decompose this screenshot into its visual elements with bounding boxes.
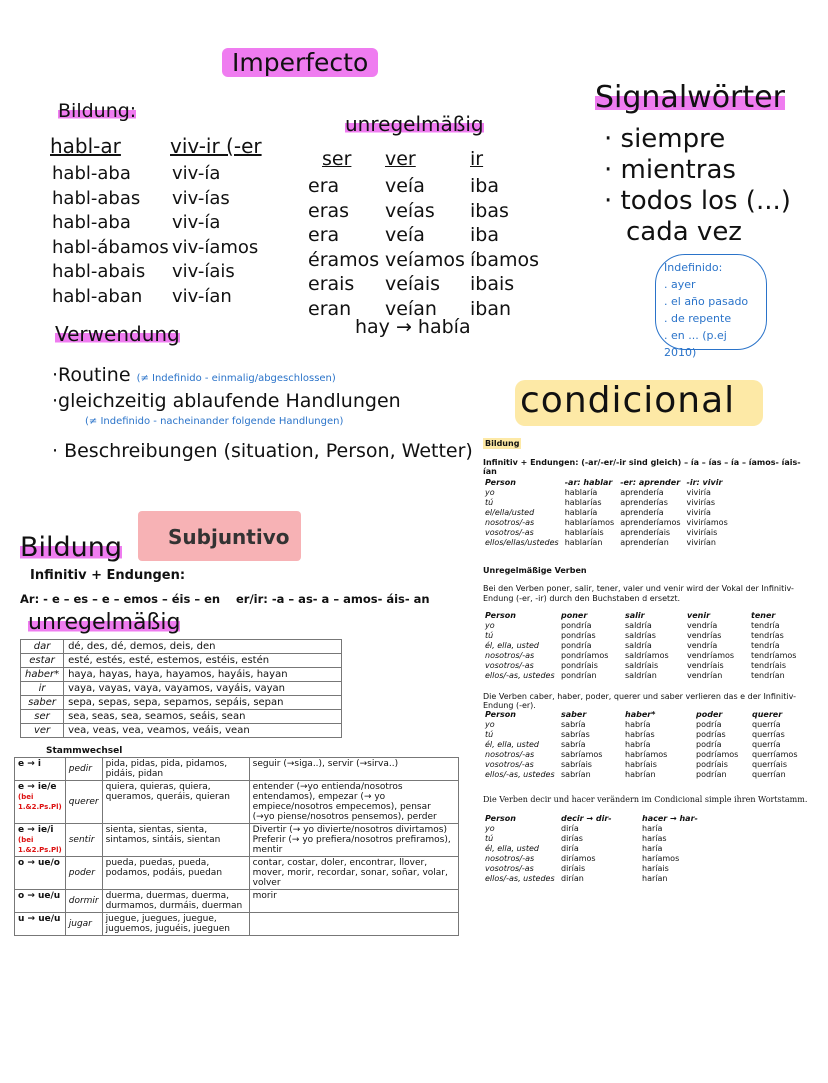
cell: vendrías bbox=[687, 631, 722, 640]
table-row bbox=[15, 781, 459, 824]
table-row bbox=[15, 890, 459, 913]
table-header: Person bbox=[485, 611, 516, 620]
cell: dar bbox=[21, 640, 64, 654]
ar-form: habl-abais bbox=[52, 261, 146, 282]
cond-text1: Bei den Verben poner, salir, tener, valer und venir wird der Vokal der Infinitiv-Endung (-er, -ir) durch den Buchstaben d ersetzt. bbox=[483, 584, 794, 603]
ir-form: viv-ían bbox=[172, 285, 232, 307]
cell: viviría bbox=[686, 488, 711, 497]
cell: vivirías bbox=[686, 498, 716, 507]
ver-form: veían bbox=[385, 297, 437, 320]
table-row bbox=[21, 696, 342, 710]
ir-irreg-form: iba bbox=[470, 224, 499, 246]
ser-form: erais bbox=[308, 273, 355, 295]
cell: haya, hayas, haya, hayamos, hayáis, hayan bbox=[64, 668, 342, 682]
cell: sabríais bbox=[561, 760, 592, 769]
cell: haríamos bbox=[642, 854, 680, 863]
table-header: Person bbox=[485, 814, 516, 823]
cell: estar bbox=[21, 654, 64, 668]
use-main: ·Routine bbox=[52, 364, 131, 386]
cell: tendríais bbox=[751, 661, 787, 670]
cell: nosotros/-as bbox=[485, 518, 535, 527]
cell: tú bbox=[485, 631, 494, 640]
cell bbox=[15, 824, 66, 857]
cond-table-stem bbox=[482, 814, 701, 884]
cell: diríais bbox=[561, 864, 586, 873]
table-row bbox=[482, 750, 801, 760]
cell: saldríamos bbox=[625, 651, 669, 660]
ver-form: veías bbox=[385, 199, 435, 222]
ar-form: habl-aba bbox=[52, 212, 131, 233]
cell: juegue, juegues, juegue, juguemos, juguéis, jueguen bbox=[102, 913, 249, 936]
cell: querrías bbox=[752, 730, 785, 739]
cond-table-regular bbox=[482, 478, 731, 548]
cell: seguir (→siga..), servir (→sirva..) bbox=[249, 758, 458, 781]
cell: él, ella, usted bbox=[485, 844, 539, 853]
cell: vosotros/-as bbox=[485, 760, 534, 769]
cell: vendrían bbox=[687, 671, 723, 680]
cell: sabrían bbox=[561, 770, 591, 779]
table-row bbox=[482, 641, 799, 651]
ar-form: habl-aban bbox=[52, 285, 143, 307]
ir-forms bbox=[172, 162, 258, 309]
table-header: Person bbox=[485, 710, 516, 719]
cell: pondría bbox=[561, 641, 592, 650]
cell: tú bbox=[485, 498, 494, 507]
cell: pondrías bbox=[561, 631, 596, 640]
cell: jugar bbox=[65, 913, 102, 936]
subj-unregel-label: unregelmäßig bbox=[28, 610, 181, 635]
cell: viviría bbox=[686, 508, 711, 517]
cell: aprenderíais bbox=[620, 528, 671, 537]
cell: podrían bbox=[696, 770, 727, 779]
change-label: o → ue/o bbox=[18, 858, 60, 868]
cell: ser bbox=[21, 710, 64, 724]
ser-header: ser bbox=[322, 148, 352, 170]
ir-form: viv-íamos bbox=[172, 236, 259, 258]
cell: sabría bbox=[561, 720, 586, 729]
cell: sienta, sientas, sienta, sintamos, sintáis, sientan bbox=[102, 824, 249, 857]
cell: podríais bbox=[696, 760, 728, 769]
cell: aprendería bbox=[620, 488, 664, 497]
cell: diríamos bbox=[561, 854, 596, 863]
cell: él, ella, usted bbox=[485, 641, 539, 650]
table-row bbox=[482, 864, 701, 874]
table-row bbox=[482, 611, 799, 621]
table-header: -er: aprender bbox=[620, 478, 681, 487]
cell: hablarías bbox=[564, 498, 602, 507]
cell: tendríamos bbox=[751, 651, 797, 660]
cell: haríais bbox=[642, 864, 669, 873]
cell: él, ella, usted bbox=[485, 740, 539, 749]
indef-item: . ayer bbox=[664, 278, 696, 291]
ir-irreg-forms bbox=[470, 174, 539, 321]
cell: dirías bbox=[561, 834, 583, 843]
cell: pedir bbox=[65, 758, 102, 781]
use-routine bbox=[52, 364, 336, 386]
cell: vosotros/-as bbox=[485, 864, 534, 873]
cell: contar, costar, doler, encontrar, llover, mover, morir, recordar, sonar, soñar, volar, volver bbox=[249, 857, 458, 890]
ir-form: viv-ías bbox=[172, 187, 230, 209]
cell: yo bbox=[485, 488, 495, 497]
cell: vendríamos bbox=[687, 651, 735, 660]
ir-header: viv-ir (-er bbox=[170, 134, 262, 158]
cell: sea, seas, sea, seamos, seáis, sean bbox=[64, 710, 342, 724]
stamm-table bbox=[14, 757, 459, 936]
ir-irreg-form: ibas bbox=[470, 199, 509, 222]
cell: vosotros/-as bbox=[485, 528, 534, 537]
subj-endungen-label: Infinitiv + Endungen: bbox=[30, 568, 186, 583]
cell: pondríamos bbox=[561, 651, 609, 660]
cond-endungen: Infinitiv + Endungen: (-ar/-er/-ir sind gleich) – ía – ías – ía – íamos- íais- ían bbox=[483, 458, 801, 476]
cell: habríais bbox=[625, 760, 657, 769]
table-header: hacer → har- bbox=[642, 814, 698, 823]
cell: querer bbox=[65, 781, 102, 824]
cell: pondría bbox=[561, 621, 592, 630]
cell: el/ella/usted bbox=[485, 508, 535, 517]
ir-form: viv-ía bbox=[172, 163, 221, 184]
cell: sentir bbox=[65, 824, 102, 857]
cell: morir bbox=[249, 890, 458, 913]
cell: podría bbox=[696, 740, 722, 749]
stamm-title: Stammwechsel bbox=[46, 746, 123, 756]
cell: sepa, sepas, sepa, sepamos, sepáis, sepan bbox=[64, 696, 342, 710]
table-header: poder bbox=[696, 710, 723, 719]
table-row bbox=[482, 814, 701, 824]
cell: pondríais bbox=[561, 661, 598, 670]
cell: tendrían bbox=[751, 671, 785, 680]
ar-form: habl-ábamos bbox=[52, 236, 169, 258]
cell: vivirían bbox=[686, 538, 716, 547]
ver-forms bbox=[385, 174, 465, 321]
cell: dé, des, dé, demos, deis, den bbox=[64, 640, 342, 654]
cell: querrían bbox=[752, 770, 786, 779]
cell: habrían bbox=[625, 770, 656, 779]
ir-irreg-form: iban bbox=[470, 297, 512, 320]
cell: quiera, quieras, quiera, queramos, queráis, quieran bbox=[102, 781, 249, 824]
ver-form: veíamos bbox=[385, 248, 465, 271]
cond-text3: Die Verben decir und hacer verändern im Condicional simple ihren Wortstamm. bbox=[483, 795, 808, 804]
table-row bbox=[15, 857, 459, 890]
table-row bbox=[21, 710, 342, 724]
cell: dirían bbox=[561, 874, 584, 883]
ar-forms bbox=[52, 162, 169, 309]
hay-habia: hay → había bbox=[355, 316, 471, 338]
ver-header: ver bbox=[385, 148, 416, 170]
table-row bbox=[482, 824, 701, 834]
table-row bbox=[482, 488, 731, 498]
cell: nosotros/-as bbox=[485, 651, 535, 660]
table-row bbox=[21, 682, 342, 696]
table-row bbox=[482, 518, 731, 528]
table-row bbox=[482, 844, 701, 854]
subj-ar-line: Ar: - e – es – e – emos – éis – en bbox=[20, 592, 221, 606]
cell: sabría bbox=[561, 740, 586, 749]
table-header: -ir: vivir bbox=[686, 478, 723, 487]
cell bbox=[249, 913, 458, 936]
table-row bbox=[482, 730, 801, 740]
cond-table-d bbox=[482, 611, 799, 681]
indef-title: Indefinido: bbox=[664, 261, 723, 274]
change-label: e → ie/e bbox=[18, 782, 57, 792]
cell: vendría bbox=[687, 641, 718, 650]
change-note: (bei 1.&2.Ps.Pl) bbox=[18, 793, 62, 811]
table-row bbox=[482, 528, 731, 538]
signal-item: · mientras bbox=[604, 155, 736, 185]
cell: duerma, duermas, duerma, durmamos, durmáis, duerman bbox=[102, 890, 249, 913]
cell: tú bbox=[485, 834, 494, 843]
bildung-label: Bildung: bbox=[58, 100, 137, 122]
change-label: o → ue/u bbox=[18, 891, 61, 901]
table-header: haber* bbox=[625, 710, 656, 719]
cell: vosotros/-as bbox=[485, 661, 534, 670]
change-label: u → ue/u bbox=[18, 914, 61, 924]
cell: saldríais bbox=[625, 661, 659, 670]
ser-form: era bbox=[308, 224, 340, 246]
cell: yo bbox=[485, 621, 495, 630]
signal-list bbox=[604, 124, 791, 248]
cond-text2: Die Verben caber, haber, poder, querer und saber verlieren das e der Infinitiv-Endung (-er). bbox=[483, 692, 796, 710]
subj-bildung: Bildung bbox=[20, 532, 123, 563]
cell: pondrían bbox=[561, 671, 597, 680]
signal-title: Signalwörter bbox=[595, 80, 785, 115]
table-header: venir bbox=[687, 611, 711, 620]
subj-title: Subjuntivo bbox=[168, 525, 290, 549]
signal-item: · siempre bbox=[604, 124, 726, 154]
table-header: decir → dir- bbox=[561, 814, 612, 823]
cell: hablaríais bbox=[564, 528, 604, 537]
cell: ellos/-as, ustedes bbox=[485, 874, 555, 883]
imperfecto-unregel-label: unregelmäßig bbox=[345, 112, 484, 136]
table-row bbox=[482, 854, 701, 864]
ser-form: era bbox=[308, 175, 340, 197]
table-row bbox=[482, 621, 799, 631]
use-note-gleichzeitig: (≠ Indefinido - nacheinander folgende Handlungen) bbox=[85, 416, 344, 427]
indef-item: . en ... (p.ej 2010) bbox=[664, 329, 727, 359]
cell: harías bbox=[642, 834, 667, 843]
table-row bbox=[482, 498, 731, 508]
cell: diría bbox=[561, 844, 579, 853]
ar-header: habl-ar bbox=[50, 134, 121, 158]
cell: ellos/ellas/ustedes bbox=[485, 538, 559, 547]
table-header: saber bbox=[561, 710, 587, 719]
cell: habría bbox=[625, 720, 651, 729]
cell: haría bbox=[642, 824, 663, 833]
ver-form: veía bbox=[385, 224, 425, 246]
cell: vea, veas, vea, veamos, veáis, vean bbox=[64, 724, 342, 738]
change-label: e → i bbox=[18, 759, 41, 769]
change-note: (bei 1.&2.Ps.Pl) bbox=[18, 836, 62, 854]
table-row bbox=[482, 834, 701, 844]
table-row bbox=[482, 671, 799, 681]
cell: aprenderíamos bbox=[620, 518, 681, 527]
cell: saber bbox=[21, 696, 64, 710]
cell: tendrías bbox=[751, 631, 784, 640]
table-row bbox=[21, 654, 342, 668]
cell: saldrían bbox=[625, 671, 657, 680]
cell bbox=[15, 758, 66, 781]
cell: querríamos bbox=[752, 750, 798, 759]
table-row bbox=[15, 913, 459, 936]
condicional-title: condicional bbox=[520, 380, 736, 421]
cell: yo bbox=[485, 720, 495, 729]
cell: podrías bbox=[696, 730, 726, 739]
ser-form: eran bbox=[308, 297, 352, 320]
table-row bbox=[482, 651, 799, 661]
cell: vaya, vayas, vaya, vayamos, vayáis, vayan bbox=[64, 682, 342, 696]
cell: poder bbox=[65, 857, 102, 890]
cell: habríamos bbox=[625, 750, 668, 759]
cell: saldría bbox=[625, 621, 652, 630]
cell: hablarían bbox=[564, 538, 603, 547]
cell: nosotros/-as bbox=[485, 854, 535, 863]
table-row bbox=[21, 724, 342, 738]
cell: vendríais bbox=[687, 661, 724, 670]
ser-forms bbox=[308, 174, 379, 321]
table-row bbox=[482, 508, 731, 518]
cond-unregel-title: Unregelmäßige Verben bbox=[483, 566, 587, 575]
table-row bbox=[482, 770, 801, 780]
ar-form: habl-aba bbox=[52, 163, 131, 184]
signal-item: · todos los (...) bbox=[604, 186, 791, 216]
cell: ir bbox=[21, 682, 64, 696]
table-row bbox=[482, 661, 799, 671]
use-note: (≠ Indefinido - einmalig/abgeschlossen) bbox=[136, 373, 336, 384]
cell: nosotros/-as bbox=[485, 750, 535, 759]
cell: pueda, puedas, pueda, podamos, podáis, puedan bbox=[102, 857, 249, 890]
cell: ellos/-as, ustedes bbox=[485, 770, 555, 779]
cell: aprenderían bbox=[620, 538, 669, 547]
table-row bbox=[482, 720, 801, 730]
table-row bbox=[482, 740, 801, 750]
cell: tú bbox=[485, 730, 494, 739]
cell: haber* bbox=[21, 668, 64, 682]
table-row bbox=[482, 710, 801, 720]
ver-form: veíais bbox=[385, 273, 441, 295]
ir-irreg-header: ir bbox=[470, 148, 484, 170]
ser-form: eras bbox=[308, 199, 350, 222]
change-label: e → ie/i bbox=[18, 825, 54, 835]
cell: tendría bbox=[751, 621, 780, 630]
ser-form: éramos bbox=[308, 248, 380, 271]
cell: vendría bbox=[687, 621, 718, 630]
cell: esté, estés, esté, estemos, estéis, estén bbox=[64, 654, 342, 668]
table-row bbox=[15, 824, 459, 857]
cell: saldrías bbox=[625, 631, 656, 640]
table-header: poner bbox=[561, 611, 588, 620]
cell: hablaría bbox=[564, 488, 598, 497]
ir-irreg-form: ibais bbox=[470, 273, 515, 295]
table-row bbox=[482, 478, 731, 488]
ir-irreg-form: íbamos bbox=[470, 248, 540, 271]
table-row bbox=[15, 758, 459, 781]
subj-irregular-table bbox=[20, 639, 342, 738]
table-row bbox=[21, 668, 342, 682]
cell: sabrías bbox=[561, 730, 590, 739]
table-row bbox=[482, 631, 799, 641]
cell: pida, pidas, pida, pidamos, pidáis, pidan bbox=[102, 758, 249, 781]
cell: sabríamos bbox=[561, 750, 603, 759]
subj-erir-line: er/ir: -a – as- a – amos- áis- an bbox=[236, 592, 430, 606]
table-header: Person bbox=[485, 478, 516, 487]
cell: yo bbox=[485, 824, 495, 833]
cond-bildung: Bildung bbox=[485, 439, 520, 448]
ir-form: viv-íais bbox=[172, 261, 235, 282]
table-header: tener bbox=[751, 611, 776, 620]
cell: entender (→yo entienda/nosotros entendamos), empezar (→ yo empiece/nosotros empecemos), pensar (→yo piense/nosotros pensemos), perder bbox=[249, 781, 458, 824]
cond-table-e bbox=[482, 710, 801, 780]
cell bbox=[15, 781, 66, 824]
indef-item: . el año pasado bbox=[664, 295, 749, 308]
cell: hablaríamos bbox=[564, 518, 615, 527]
cell: hablaría bbox=[564, 508, 598, 517]
table-row bbox=[482, 538, 731, 548]
cell: aprendería bbox=[620, 508, 664, 517]
cell: haría bbox=[642, 844, 663, 853]
cell: dormir bbox=[65, 890, 102, 913]
cell: viviríamos bbox=[686, 518, 728, 527]
cell: habrías bbox=[625, 730, 655, 739]
cell: querría bbox=[752, 740, 781, 749]
table-row bbox=[482, 760, 801, 770]
use-beschreibungen: · Beschreibungen (situation, Person, Wetter) bbox=[52, 440, 473, 462]
cell: querría bbox=[752, 720, 781, 729]
cell: Divertir (→ yo divierte/nosotros divirtamos) Preferir (→ yo prefiera/nosotros prefiramos), mentir bbox=[249, 824, 458, 857]
table-row bbox=[482, 874, 701, 884]
cell: querríais bbox=[752, 760, 788, 769]
imperfecto-title: Imperfecto bbox=[222, 48, 378, 77]
table-header: querer bbox=[752, 710, 783, 719]
table-header: salir bbox=[625, 611, 645, 620]
cell: ver bbox=[21, 724, 64, 738]
cell bbox=[15, 890, 66, 913]
cell: harían bbox=[642, 874, 668, 883]
ar-form: habl-abas bbox=[52, 187, 141, 209]
cell: viviríais bbox=[686, 528, 718, 537]
cell: podría bbox=[696, 720, 722, 729]
table-header: -ar: hablar bbox=[564, 478, 613, 487]
verwendung-label: Verwendung bbox=[55, 322, 180, 346]
indef-item: . de repente bbox=[664, 312, 732, 325]
table-row bbox=[21, 640, 342, 654]
cell bbox=[15, 857, 66, 890]
ir-irreg-form: iba bbox=[470, 175, 499, 197]
cell: tendría bbox=[751, 641, 780, 650]
cell: aprenderías bbox=[620, 498, 668, 507]
signal-item: cada vez bbox=[626, 217, 742, 247]
cell: diría bbox=[561, 824, 579, 833]
cell: ellos/-as, ustedes bbox=[485, 671, 555, 680]
ir-form: viv-ía bbox=[172, 212, 221, 233]
cell: saldría bbox=[625, 641, 652, 650]
cell: podríamos bbox=[696, 750, 739, 759]
cell: habría bbox=[625, 740, 651, 749]
ver-form: veía bbox=[385, 175, 425, 197]
indefinido-box bbox=[655, 254, 767, 359]
use-gleichzeitig: ·gleichzeitig ablaufende Handlungen bbox=[52, 390, 401, 412]
cell bbox=[15, 913, 66, 936]
